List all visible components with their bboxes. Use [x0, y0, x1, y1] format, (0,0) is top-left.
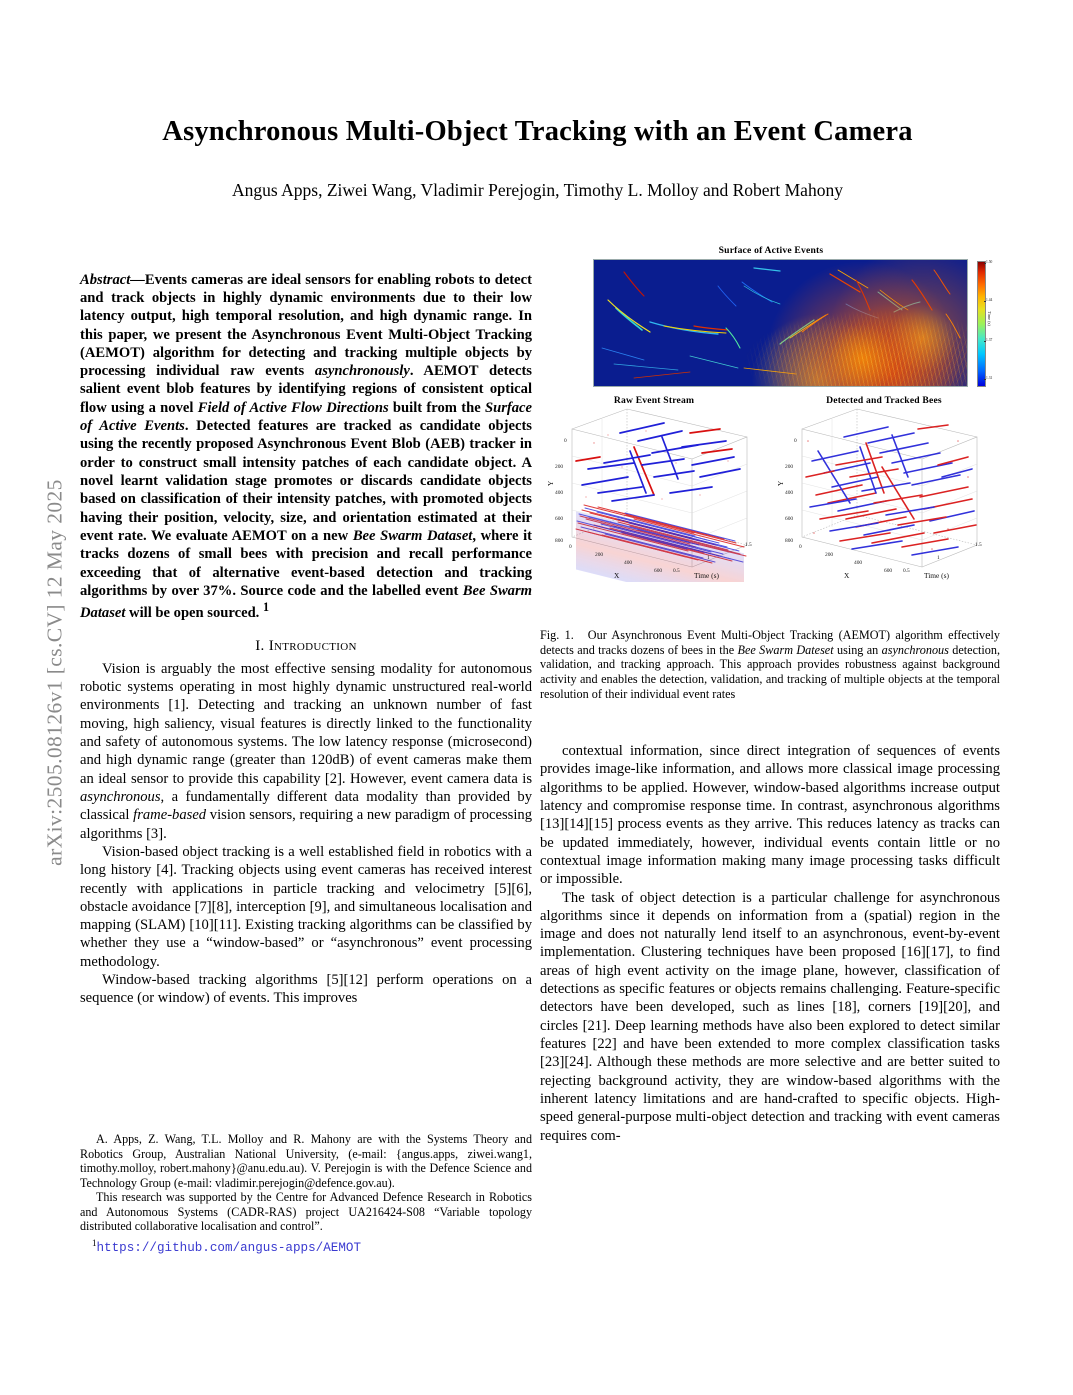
raw-xtick-2: 400 — [624, 560, 633, 566]
intro-paragraph-1 — [80, 660, 532, 843]
sae-panel — [540, 259, 1002, 387]
section-heading-introduction — [80, 637, 532, 656]
section-title: Introduction — [268, 637, 357, 654]
abstract-lead: Abstract— — [80, 271, 145, 288]
abstract-text-6: will be open sourced. — [125, 605, 263, 622]
detected-tracked-bees-canvas — [772, 407, 996, 582]
author-list: Angus Apps, Ziwei Wang, Vladimir Perejogin, Timothy L. Molloy and Robert Mahony — [232, 180, 843, 200]
colorbar-axis-label: Time (s) — [987, 311, 992, 326]
intro-paragraph-3: Window-based tracking algorithms [5][12] perform operations on a sequence (or window) of events. This improves — [80, 972, 532, 1007]
abstract-text-5: , where it tracks dozens of small bees with precision and recall performance exceeding that of alternative event-based detection and tracking algorithms by over 37%. Source code and the labelled event — [80, 527, 533, 599]
colorbar-tick-3: 1.31 — [986, 376, 993, 380]
arxiv-stamp: arXiv:2505.08126v1 [cs.CV] 12 May 2025 — [42, 479, 67, 866]
intro-p1-text-2: , a fundamentally different data modality than provided by classical — [80, 788, 532, 824]
detected-ytick-4: 800 — [785, 538, 794, 544]
detected-xtick-2: 400 — [854, 560, 863, 566]
intro-p1-text-3: vision sensors, requiring a new paradigm of processing algorithms [3]. — [80, 807, 532, 842]
abstract-italic-3: Surface of Active Events — [80, 399, 533, 435]
footnote-funding: This research was supported by the Centre for Advanced Defence Research in Robotics and Autonomous Systems (CADR-RAS) project UA216424-S08 “Variable topology distributed collaborative localisation and control”. — [80, 1190, 532, 1234]
intro-paragraph-2: Vision-based object tracking is a well established field in robotics with a long history [4]. Tracking objects using event cameras has received interest recently with applications in particle tracking and velocimetry [5][6], obstacle avoidance [7][8], interception [9], and simultaneous localisation and mapping (SLAM) [10][11]. Existing tracking algorithms can be classified by whether they use a “window-based” or “asynchronous” event processing methodology. — [80, 843, 532, 970]
abstract-italic-5: Bee Swarm Dataset — [80, 582, 532, 622]
right-column — [540, 742, 1000, 1145]
detected-ztick-2: 1.5 — [975, 542, 982, 548]
abstract — [80, 271, 532, 623]
intro-p1-text-1: Vision is arguably the most effective sensing modality for autonomous robotic systems operating in most highly dynamic unstructured real-world environments [1]. Detecting and tracking an unknown number of fast moving, high saliency, visual features is directly linked to the functionality and safety of autonomous systems. The low latency response (microsecond) and high dynamic range (greater than 120dB) of event cameras make them an ideal sensor to provide this capability [2]. However, event camera data is — [80, 660, 532, 787]
intro-p1-italic-2: frame-based — [133, 807, 207, 824]
raw-ztick-1: 1 — [707, 555, 710, 561]
section-number: I. — [255, 637, 265, 654]
detected-tracked-bees-title: Detected and Tracked Bees — [826, 395, 942, 406]
detected-ytick-3: 600 — [785, 516, 794, 522]
raw-xtick-3: 600 — [654, 568, 663, 574]
figure-caption-text-2: using an — [833, 642, 882, 657]
github-link[interactable]: https://github.com/angus-apps/AEMOT — [96, 1241, 362, 1256]
figure-subplots — [540, 395, 1002, 585]
detected-ylabel: Y — [776, 480, 786, 487]
intro-p1-italic-1: asynchronous — [80, 788, 161, 805]
raw-ytick-3: 600 — [555, 516, 564, 522]
footnote-block — [80, 1132, 532, 1256]
right-paragraph-2: The task of object detection is a particular challenge for asynchronous algorithms since it depends on information from a (spatial) region in the image and does not naturally lend itself to an asynchronous, event-by-event implementation. Clustering techniques have been proposed [16][17], to find areas of high event activity on the image plane, however, classification of detections as specific features or objects remains challenging. Feature-specific detectors have been developed, such as lines [18], corners [19][20], and circles [21]. Deep learning methods have also been explored to detect similar features [22] and have been extended to more complex classification tasks [23][24]. Although these methods are more selective and are better suited to rejecting background activity, they are window-based algorithms with the inherent latency limitations and are hand-crafted to specific objects. High-speed general-purpose multi-object detection and tracking with event cameras requires com- — [540, 889, 1000, 1144]
abstract-italic-2: Field of Active Flow Directions — [197, 399, 389, 416]
raw-ytick-2: 400 — [555, 490, 564, 496]
raw-event-stream-panel — [542, 395, 766, 585]
figure-caption-label: Fig. 1. — [540, 628, 574, 642]
colorbar-tick-2: 1.37 — [986, 338, 993, 342]
abstract-italic-1: asynchronously — [314, 363, 410, 380]
footnote-affiliation: A. Apps, Z. Wang, T.L. Molloy and R. Mahony are with the Systems Theory and Robotics Group, Australian National University, (e-mail: {angus.apps, ziwei.wang1, timothy.molloy, robert.mahony}@anu.edu.au). V. Perejogin is with the Defence Science and Technology Group (e-mail: vladimir.perejogin@defence.gov.au). — [80, 1132, 532, 1190]
figure-caption-italic-1: Bee Swarm Dateset — [737, 642, 834, 657]
sae-event-speckle — [594, 260, 967, 386]
abstract-text-4: . Detected features are tracked as candidate objects using the recently proposed Asynchronous Event Blob (AEB) tracker in order to construct small intensity patches of each candidate object. A novel learnt validation stage promotes or discards candidate objects based on classification of their intensity patches, with promoted objects having their position, velocity, size, and orientation estimated at their event rate. We evaluate AEMOT on a new — [80, 418, 532, 544]
colorbar-tick-0: 1.50 — [986, 260, 993, 264]
abstract-footnote-marker: 1 — [262, 600, 270, 615]
footnote-link-marker: 1 — [92, 1237, 97, 1248]
figure-1 — [540, 245, 1002, 585]
raw-ytick-0: 0 — [564, 438, 567, 444]
raw-zlabel: Time (s) — [694, 571, 719, 580]
detected-ytick-1: 200 — [785, 464, 794, 470]
detected-ytick-2: 400 — [785, 490, 794, 496]
detected-xlabel: X — [844, 571, 850, 580]
sae-panel-title: Surface of Active Events — [718, 245, 824, 256]
sae-image — [593, 259, 968, 387]
raw-ylabel: Y — [546, 480, 556, 487]
raw-ztick-2: 1.5 — [745, 542, 752, 548]
detected-xtick-1: 200 — [825, 552, 834, 558]
abstract-text-3: built from the — [388, 399, 485, 416]
right-paragraph-1: contextual information, since direct integration of sequences of events provides image-like information, and allows more classical image processing algorithms to be applied. However, window-based algorithms increase output latency and compromise response time. In contrast, asynchronous algorithms [13][14][15] process events as they arrive. This reduces latency as tracks can be updated immediately, however, individual events contain little or no contextual image information making many image processing tasks difficult or impossible. — [540, 743, 1000, 888]
raw-ztick-0: 0.5 — [673, 568, 680, 574]
figure-caption — [540, 628, 1000, 702]
detected-xtick-0: 0 — [799, 544, 802, 550]
page-title: Asynchronous Multi-Object Tracking with an Event Camera — [162, 116, 913, 147]
detected-ztick-0: 0.5 — [903, 568, 910, 574]
raw-ytick-4: 800 — [555, 538, 564, 544]
colorbar-tick-1: 1.44 — [986, 298, 993, 302]
detected-ytick-0: 0 — [794, 438, 797, 444]
detected-xtick-3: 600 — [884, 568, 893, 574]
abstract-text-1: Events cameras are ideal sensors for enabling robots to detect and track objects in highly dynamic environments due to their low latency output, high temporal resolution, and high dynamic range. In this paper, we present the Asynchronous Event Multi-Object Tracking (AEMOT) algorithm for detecting and tracking multiple objects by processing individual raw events — [80, 271, 532, 380]
raw-event-stream-canvas — [542, 407, 766, 582]
left-column — [80, 256, 532, 1008]
raw-xtick-1: 200 — [595, 552, 604, 558]
detected-zlabel: Time (s) — [924, 571, 949, 580]
figure-caption-italic-2: asynchronous — [881, 642, 949, 657]
figure-caption-text-1: Our Asynchronous Event Multi-Object Tracking (AEMOT) algorithm effectively detects and tracks dozens of bees in the — [540, 628, 1000, 657]
raw-xtick-0: 0 — [569, 544, 572, 550]
abstract-italic-4: Bee Swarm Dataset — [352, 527, 473, 544]
detected-tracked-bees-panel — [772, 395, 996, 585]
raw-xlabel: X — [614, 571, 620, 580]
sae-colorbar — [977, 261, 986, 387]
detected-ztick-1: 1 — [937, 555, 940, 561]
footnote-link-row[interactable] — [80, 1238, 532, 1256]
raw-event-stream-title: Raw Event Stream — [613, 395, 695, 406]
figure-caption-text-3: detection, validation, and tracking approach. This approach provides robustness against background activity and enables the detection, validation, and tracking of multiple objects at the temporal resolution of their individual event rates — [540, 642, 1000, 701]
abstract-text-2: . AEMOT detects salient event blob features by identifying regions of consistent optical flow using a novel — [80, 363, 532, 416]
raw-ytick-1: 200 — [555, 464, 564, 470]
